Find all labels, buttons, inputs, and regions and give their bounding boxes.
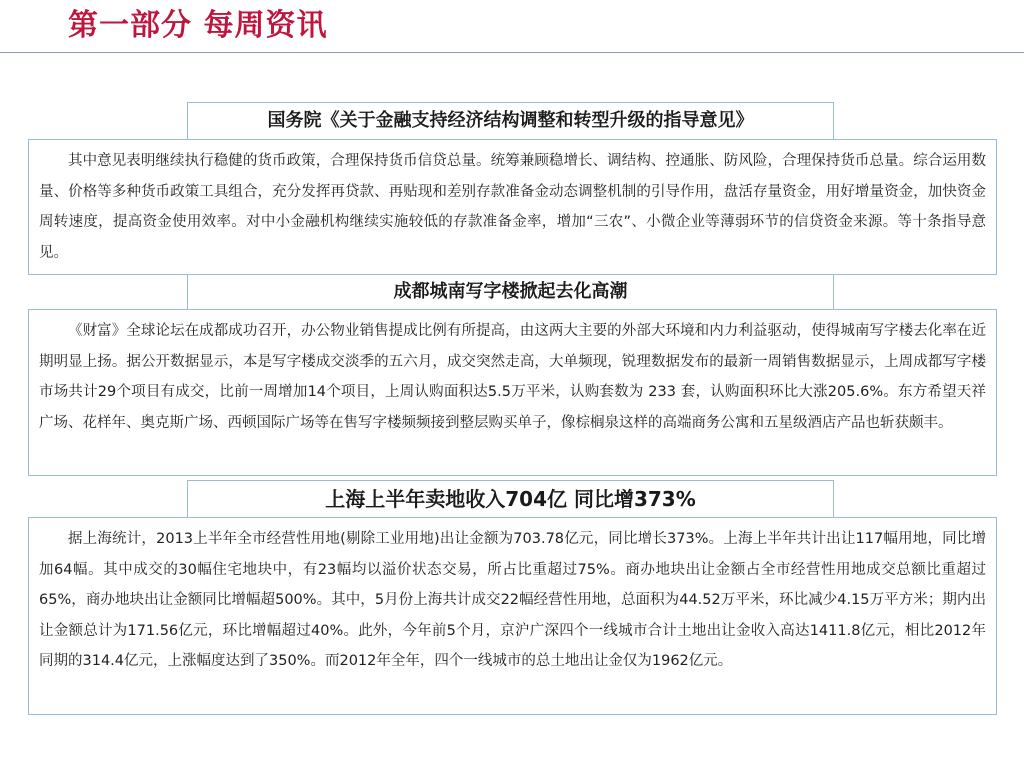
paragraph-shanghai-land: 据上海统计，2013上半年全市经营性用地(剔除工业用地)出让金额为703.78亿元，同比增长373%。上海上半年共计出让117幅用地，同比增加64幅。其中成交的30幅住宅地块中，有23幅均以溢价状态交易，所占比重超过75%。商办地块出让金额占全市经营性用地成交总额比重超过65%，商办地块出让金额同比增幅超500%。其中，5月份上海共计成交22幅经营性用地，总面积为44.52万平米，环比减少4.15万平方米；期内出让金额总计为171.56亿元，环比增幅超过40%。此外，今年前5个月，京沪广深四个一线城市合计土地出让金收入高达1411.8亿元，相比2012年同期的314.4亿元，上涨幅度达到了350%。而2012年全年，四个一线城市的总土地出让金仅为1962亿元。 — [39, 531, 986, 669]
section-heading-state-council: 国务院《关于金融支持经济结构调整和转型升级的指导意见》 — [187, 102, 834, 140]
paragraph-state-council: 其中意见表明继续执行稳健的货币政策，合理保持货币信贷总量。统筹兼顾稳增长、调结构、控通胀、防风险，合理保持货币总量。综合运用数量、价格等多种货币政策工具组合，充分发挥再贷款、再贴现和差别存款准备金动态调整机制的引导作用，盘活存量资金，用好增量资金，加快资金周转速度，提高资金使用效率。对中小金融机构继续实施较低的存款准备金率，增加“三农”、小微企业等薄弱环节的信贷资金来源。等十条指导意见。 — [39, 153, 986, 261]
section-heading-shanghai-land: 上海上半年卖地收入704亿 同比增373% — [187, 480, 834, 518]
section-heading-chengdu-office: 成都城南写字楼掀起去化高潮 — [187, 274, 834, 310]
paragraph-chengdu-office: 《财富》全球论坛在成都成功召开，办公物业销售提成比例有所提高，由这两大主要的外部大环境和内力利益驱动，使得城南写字楼去化率在近期明显上扬。据公开数据显示，本是写字楼成交淡季的五六月，成交突然走高，大单频现，锐理数据发布的最新一周销售数据显示，上周成都写字楼市场共计29个项目有成交，比前一周增加14个项目，上周认购面积达5.5万平米，认购套数为 233 套，认购面积环比大涨205.6%。东方希望天祥广场、花样年、奥克斯广场、西顿国际广场等在售写字楼频频接到整层购买单子，像棕榈泉这样的高端商务公寓和五星级酒店产品也斩获颇丰。 — [39, 323, 986, 431]
section-body-shanghai-land — [28, 517, 997, 715]
title-divider — [0, 52, 1024, 53]
section-body-state-council — [28, 139, 997, 275]
section-body-chengdu-office — [28, 309, 997, 476]
page-title: 第一部分 每周资讯 — [68, 8, 328, 43]
